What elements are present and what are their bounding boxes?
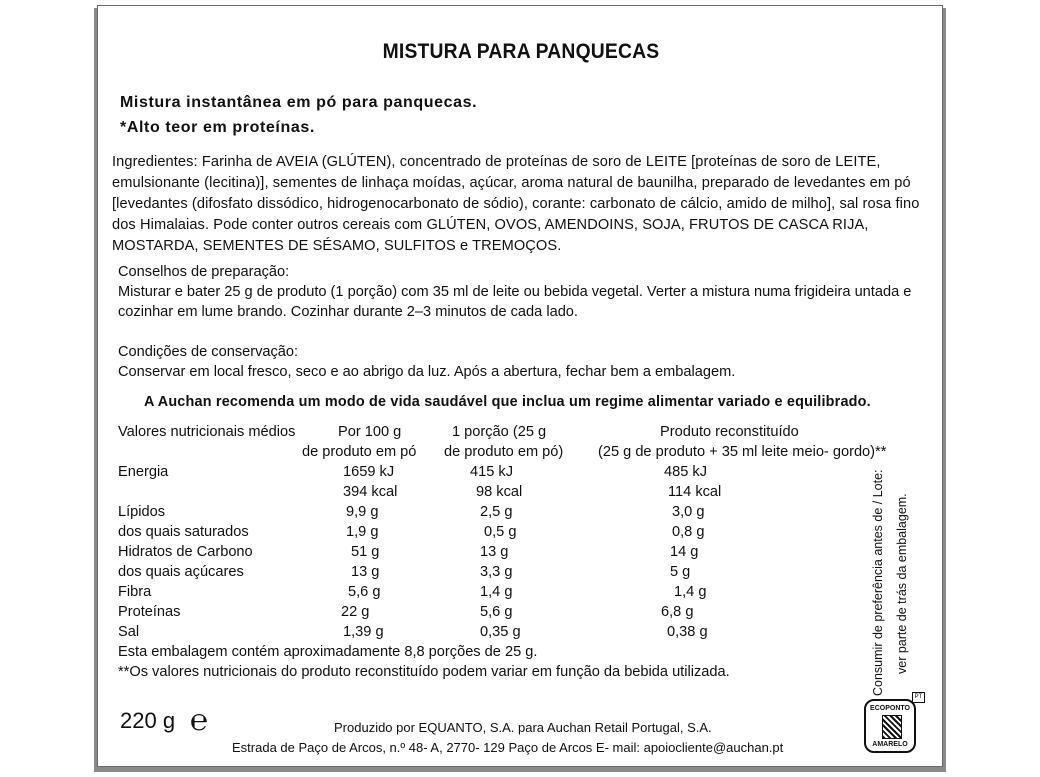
nutrition-col2-header-2: de produto em pó)	[444, 444, 564, 460]
nutrient-reconstituted: 5 g	[670, 564, 691, 580]
nutrient-per100g: 13 g	[351, 564, 380, 580]
nutrient-per100g: 51 g	[351, 544, 380, 560]
producer-address: Estrada de Paço de Arcos, n.º 48- A, 2770- 129 Paço de Arcos E- mail: apoiocliente@auchan.pt	[232, 740, 784, 755]
nutrient-per100g: 22 g	[341, 604, 370, 620]
nutrient-per100g: 1659 kJ	[343, 464, 395, 480]
nutrient-reconstituted: 0,38 g	[667, 624, 708, 640]
nutrition-col2-header-1: 1 porção (25 g	[452, 424, 547, 440]
ecoponto-recycling-icon	[864, 699, 916, 753]
nutrient-per-portion: 0,35 g	[480, 624, 521, 640]
producer-line: Produzido por EQUANTO, S.A. para Auchan Retail Portugal, S.A.	[334, 720, 712, 735]
nutrient-name: Sal	[118, 624, 140, 640]
product-description: Mistura instantânea em pó para panquecas.	[120, 94, 478, 111]
nutrient-reconstituted: 6,8 g	[661, 604, 694, 620]
nutrient-name: Fibra	[118, 584, 152, 600]
nutrient-reconstituted: 114 kcal	[668, 484, 722, 500]
preparation-text: Misturar e bater 25 g de produto (1 porção) com 35 ml de leite ou bebida vegetal. Verter a mistura numa frigideira untada e cozinhar em lume brando. Cozinhar durante 2–3 minutos de cada lado.	[118, 284, 912, 320]
nutrient-per100g: 394 kcal	[343, 484, 398, 500]
nutrition-col1-header-2: de produto em pó	[302, 444, 417, 460]
nutrient-per100g: 5,6 g	[348, 584, 381, 600]
nutrient-reconstituted: 485 kJ	[664, 464, 707, 480]
preparation-heading: Conselhos de preparação:	[118, 264, 290, 280]
nutrition-col3-header-2: (25 g de produto + 35 ml leite meio- gordo)**	[598, 444, 887, 460]
estimated-sign-icon: ℮	[190, 704, 209, 737]
nutrient-reconstituted: 3,0 g	[672, 504, 705, 520]
nutrient-per-portion: 415 kJ	[470, 464, 513, 480]
nutrient-per-portion: 1,4 g	[480, 584, 513, 600]
nutrition-col3-header-1: Produto reconstituído	[660, 424, 799, 440]
country-badge: PT	[912, 692, 925, 703]
preparation-section	[118, 262, 928, 322]
nutrient-per-portion: 3,3 g	[480, 564, 513, 580]
nutrient-reconstituted: 1,4 g	[674, 584, 707, 600]
nutrition-col1-header-1: Por 100 g	[338, 424, 402, 440]
best-before-location-note: ver parte de trás da embalagem.	[895, 493, 909, 674]
ecoponto-top-text: ECOPONTO	[870, 705, 910, 712]
nutrient-name: Proteínas	[118, 604, 181, 620]
nutrient-name: dos quais açúcares	[118, 564, 244, 580]
nutrient-per100g: 9,9 g	[346, 504, 379, 520]
nutrient-reconstituted: 14 g	[670, 544, 699, 560]
protein-claim: *Alto teor em proteínas.	[120, 119, 315, 136]
ingredients-text: Ingredientes: Farinha de AVEIA (GLÚTEN), concentrado de proteínas de soro de LEITE [proteínas de soro de LEITE, emulsionante (lecitina)], sementes de linhaça moídas, açúcar, aroma natural de baunilha, preparado de levedantes em pó [levedantes (difosfato dissódico, hidrogenocarbonato de sódio), corante: carbonato de cálcio, amido de milho], sal rosa fino dos Himalaias. Pode conter outros cereais com GLÚTEN, OVOS, AMENDOINS, SOJA, FRUTOS DE CASCA RIJA, MOSTARDA, SEMENTES DE SÉSAMO, SULFITOS e TREMOÇOS.	[112, 154, 920, 254]
nutrition-header-label: Valores nutricionais médios	[118, 424, 296, 440]
best-before-note: Consumir de preferência antes de / Lote:	[871, 469, 885, 696]
healthy-lifestyle-note: A Auchan recomenda um modo de vida saudável que inclua um regime alimentar variado e equilibrado.	[144, 394, 871, 410]
nutrient-per-portion: 2,5 g	[480, 504, 513, 520]
nutrient-name: dos quais saturados	[118, 524, 249, 540]
nutrient-per-portion: 0,5 g	[484, 524, 517, 540]
conservation-heading: Condições de conservação:	[118, 344, 299, 360]
recycling-bin-icon	[882, 715, 902, 739]
nutrient-name: Hidratos de Carbono	[118, 544, 253, 560]
reconstituted-note: **Os valores nutricionais do produto reconstituído podem variar em função da bebida utilizada.	[118, 664, 730, 680]
ecoponto-bottom-text: AMARELO	[872, 741, 908, 748]
nutrient-name: Energia	[118, 464, 169, 480]
portions-note: Esta embalagem contém aproximadamente 8,8 porções de 25 g.	[118, 644, 538, 660]
conservation-text: Conservar em local fresco, seco e ao abrigo da luz. Após a abertura, fechar bem a embalagem.	[118, 364, 736, 380]
net-weight: 220 g	[120, 708, 176, 733]
nutrient-per-portion: 5,6 g	[480, 604, 513, 620]
nutrient-name: Lípidos	[118, 504, 166, 520]
nutrient-per-portion: 98 kcal	[476, 484, 523, 500]
nutrient-per100g: 1,39 g	[343, 624, 384, 640]
product-label	[97, 5, 943, 767]
conservation-section	[118, 342, 928, 382]
nutrient-per-portion: 13 g	[480, 544, 509, 560]
nutrient-per100g: 1,9 g	[346, 524, 379, 540]
nutrient-reconstituted: 0,8 g	[672, 524, 705, 540]
product-title: MISTURA PARA PANQUECAS	[382, 40, 660, 63]
